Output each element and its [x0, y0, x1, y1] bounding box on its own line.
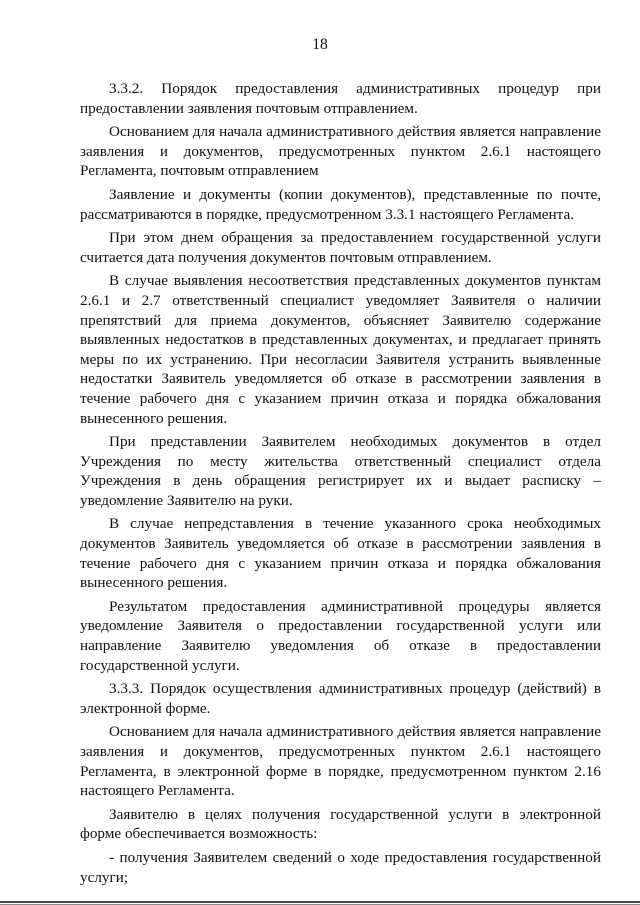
- paragraph: В случае выявления несоответствия представленных документов пунктам 2.6.1 и 2.7 ответственный специалист уведомляет Заявителя о наличии препятствий для приема документов, объясняет Заявителю содержание выявленных недостатков в представленных документах, и предлагает принять меры по их устранению. При несогласии Заявителя устранить выявленные недостатки Заявитель уведомляется об отказе в рассмотрении заявления в течение рабочего дня с указанием причин отказа и порядка обжалования вынесенного решения.: [80, 272, 601, 427]
- scan-edge-line: [0, 901, 640, 903]
- paragraph: Заявителю в целях получения государственной услуги в электронной форме обеспечивается возможность:: [80, 805, 601, 843]
- section-heading-3-3-3: 3.3.3. Порядок осуществления административных процедур (действий) в электронной форме.: [80, 680, 601, 717]
- paragraph: Заявление и документы (копии документов), представленные по почте, рассматриваются в порядке, предусмотренном 3.3.1 настоящего Регламента.: [80, 185, 601, 223]
- paragraph: При представлении Заявителем необходимых документов в отдел Учреждения по месту жительства ответственный специалист отдела Учреждения в день обращения регистрирует их и выдает расписку – уведомление Заявителю на руки.: [80, 433, 601, 509]
- section-heading-3-3-2: 3.3.2. Порядок предоставления административных процедур при предоставлении заявления почтовым отправлением.: [80, 80, 601, 117]
- paragraph: В случае непредставления в течение указанного срока необходимых документов Заявитель уведомляется об отказе в рассмотрении заявления в течение рабочего дня с указанием причин отказа и порядка обжалования вынесенного решения.: [80, 515, 601, 592]
- page-number: 18: [312, 36, 328, 53]
- paragraph: При этом днем обращения за предоставлением государственной услуги считается дата получения документов почтовым отправлением.: [80, 229, 601, 266]
- paragraph: Результатом предоставления административной процедуры является уведомление Заявителя о предоставлении государственной услуги или направление Заявителю уведомления об отказе в предоставлении государственной услуги.: [80, 597, 601, 674]
- paragraph: Основанием для начала административного действия является направление заявления и документов, предусмотренных пунктом 2.6.1 настоящего Регламента, в электронной форме в порядке, предусмотренном пунктом 2.16 настоящего Регламента.: [80, 723, 601, 800]
- paragraph: Основанием для начала административного действия является направление заявления и документов, предусмотренных пунктом 2.6.1 настоящего Регламента, почтовым отправлением: [80, 123, 601, 180]
- list-item: - получения Заявителем сведений о ходе предоставления государственной услуги;: [80, 848, 601, 886]
- document-body: [80, 79, 601, 891]
